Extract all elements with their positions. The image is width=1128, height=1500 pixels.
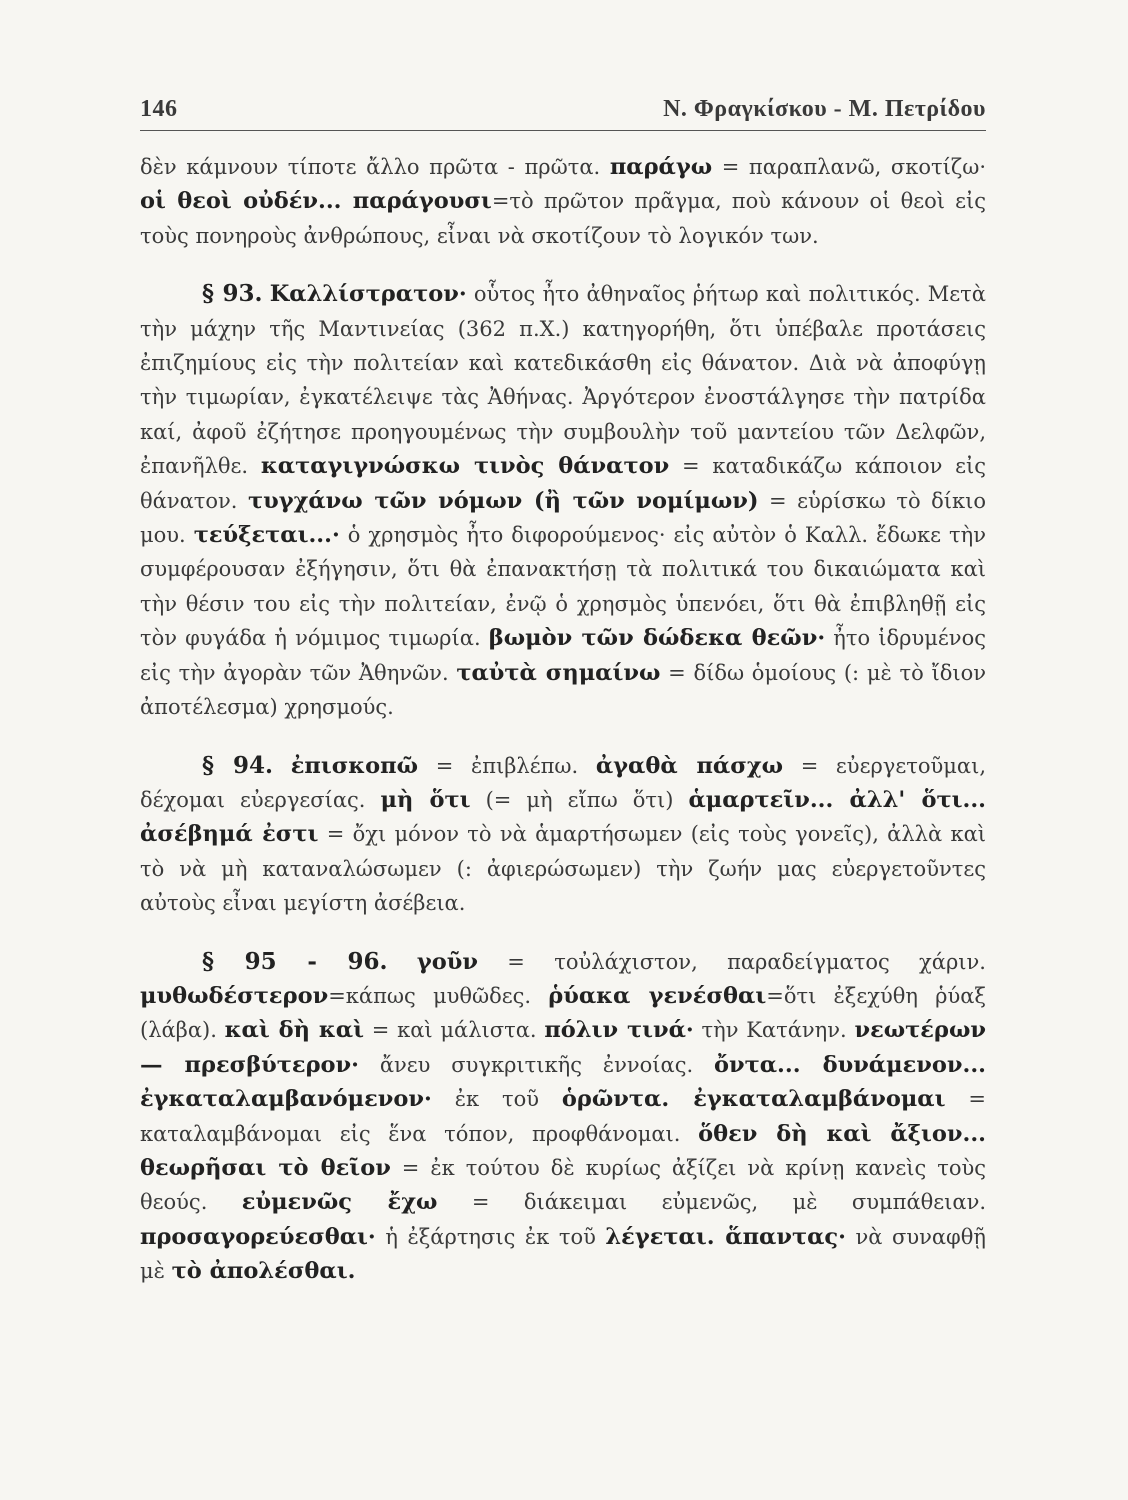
running-title: Ν. Φραγκίσκου - Μ. Πετρίδου	[663, 96, 986, 122]
lemma: ῥύακα γενέσθαι	[548, 982, 767, 1009]
lemma: πόλιν τινά·	[544, 1017, 694, 1044]
text-run: ἦτο ἱδρυμένος εἰς τὴν ἀγορὰν τῶν Ἀθηνῶν.	[140, 626, 986, 685]
text-run: =κάπως μυθῶδες.	[328, 983, 549, 1008]
section-number: § 93.	[202, 280, 263, 308]
text-run: δὲν κάμνουν τίποτε ἄλλο πρῶτα - πρῶτα.	[140, 155, 610, 179]
text-run: ἐκ τοῦ	[431, 1087, 562, 1112]
text-run: =τὸ πρῶτον πρᾶγμα, ποὺ κάνουν οἱ θεοὶ εἰς τοὺς πονηροὺς ἀνθρώπους, εἶναι νὰ σκοτίζουν τὸ λογικόν των.	[140, 189, 987, 248]
lemma: εὐμενῶς ἔχω	[241, 1189, 438, 1216]
lemma: Καλλίστρατον·	[269, 281, 467, 308]
lemma: νεωτέρων — πρεσβύτερον·	[140, 1017, 986, 1078]
lemma: καταγιγνώσκω τινὸς θάνατον	[260, 453, 670, 480]
section-number: § 95 - 96.	[202, 947, 388, 975]
lemma: παράγω	[609, 154, 713, 180]
lemma: βωμὸν τῶν δώδεκα θεῶν·	[488, 625, 826, 652]
text-run: = διάκειμαι εὐμενῶς, μὲ συμπάθειαν.	[437, 1190, 987, 1215]
text-run: = παραπλανῶ, σκοτίζω·	[712, 155, 987, 179]
lemma: ὄντα... δυνάμενον... ἐγκαταλαμβανόμενον·	[140, 1051, 986, 1113]
text-run: = καὶ μάλιστα.	[363, 1018, 545, 1043]
text-run: νὰ συναφθῇ μὲ	[140, 1224, 986, 1284]
lemma: ταὐτὰ σημαίνω	[456, 659, 661, 686]
lemma: καὶ δὴ καὶ	[224, 1017, 364, 1044]
commentary-text	[140, 150, 986, 1289]
text-run: = ἐπιβλέπω.	[418, 753, 596, 778]
lemma: ὅθεν δὴ καὶ ἄξιον... θεωρῆσαι τὸ θεῖον	[140, 1120, 986, 1181]
lemma: γοῦν	[416, 948, 478, 975]
section-95-96	[140, 945, 986, 1289]
lemma: ὁρῶντα. ἐγκαταλαμβάνομαι	[561, 1086, 946, 1113]
paragraph-continuation	[140, 150, 986, 253]
text-run: = ὄχι μόνον τὸ νὰ ἁμαρτήσωμεν (εἰς τοὺς γονεῖς), ἀλλὰ καὶ τὸ νὰ μὴ καταναλώσωμεν (: ἀφιερώσωμεν) τὴν ζωήν μας εὐεργετοῦντες αὐτοὺς εἶναι μεγίστη ἀσέβεια.	[140, 822, 986, 916]
lemma: προσαγορεύεσθαι·	[140, 1223, 376, 1250]
text-run: οὗτος ἦτο ἀθηναῖος ῥήτωρ καὶ πολιτικός. Μετὰ τὴν μάχην τῆς Μαντινείας (362 π.Χ.) κατηγορήθη, ὅτι ὑπέβαλε προτάσεις ἐπιζημίους εἰς τὴν πολιτείαν καὶ κατεδικάσθη εἰς θάνατον. Διὰ νὰ ἀποφύγῃ τὴν τιμωρίαν, ἐγκατέλειψε τὰς Ἀθήνας. Ἀργότερον ἐνοστάλγησε τὴν πατρίδα καί, ἀφοῦ ἐζήτησε προηγουμένως τὴν συμβουλὴν τοῦ μαντείου τῶν Δελφῶν, ἐπανῆλθε.	[140, 282, 986, 479]
text-run: (= μὴ εἴπω ὅτι)	[470, 787, 689, 812]
section-number: § 94.	[202, 751, 274, 779]
text-run: =ὅτι ἐξεχύθη ῥύαξ (λάβα).	[140, 983, 986, 1043]
lemma: ἁμαρτεῖν... ἀλλ' ὅτι... ἀσέβημά ἐστι	[140, 786, 986, 848]
text-run: ἡ ἐξάρτησις ἐκ τοῦ	[375, 1224, 606, 1249]
section-93	[140, 277, 986, 724]
lemma: ἀγαθὰ πάσχω	[595, 752, 784, 779]
text-run: = ἐκ τούτου δὲ κυρίως ἀξίζει νὰ κρίνῃ κανεὶς τοὺς θεούς.	[140, 1155, 986, 1215]
text-run: = καταδικάζω κάποιον εἰς θάνατον.	[140, 454, 987, 513]
lemma: λέγεται. ἅπαντας·	[605, 1223, 846, 1250]
lemma: ἐπισκοπῶ	[290, 752, 419, 779]
lemma: μυθωδέστερον	[140, 982, 329, 1009]
section-94	[140, 749, 986, 921]
lemma: οἱ θεοὶ οὐδέν... παράγουσι	[140, 188, 492, 215]
page-header	[140, 94, 986, 131]
page-number: 146	[140, 96, 178, 122]
lemma: μὴ ὅτι	[380, 786, 471, 813]
text-run: τὴν Κατάνην.	[693, 1018, 855, 1043]
lemma: τυγχάνω τῶν νόμων (ἢ τῶν νομίμων)	[247, 487, 759, 514]
text-run: = εὑρίσκω τὸ δίκιο μου.	[140, 488, 987, 548]
text-run: = καταλαμβάνομαι εἰς ἕνα τόπον, προφθάνομαι.	[140, 1087, 986, 1146]
text-run: = τοὐλάχιστον, παραδείγματος χάριν.	[477, 949, 986, 974]
lemma: τὸ ἀπολέσθαι.	[171, 1258, 356, 1285]
text-run: = δίδω ὁμοίους (: μὲ τὸ ἴδιον ἀποτέλεσμα) χρησμούς.	[140, 660, 986, 720]
text-run: ὁ χρησμὸς ἦτο διφορούμενος· εἰς αὐτὸν ὁ Καλλ. ἔδωκε τὴν συμφέρουσαν ἐξήγησιν, ὅτι θὰ ἐπανακτήσῃ τὰ πολιτικά του δικαιώματα καὶ τὴν θέσιν του εἰς τὴν πολιτείαν, ἐνῷ ὁ χρησμὸς ὑπενόει, ὅτι θὰ ἐπιβληθῇ εἰς τὸν φυγάδα ἡ νόμιμος τιμωρία.	[140, 523, 986, 651]
lemma: τεύξεται...·	[193, 522, 340, 549]
text-run: ἄνευ συγκριτικῆς ἐννοίας.	[359, 1052, 714, 1077]
text-run: = εὐεργετοῦμαι, δέχομαι εὐεργεσίας.	[140, 753, 986, 812]
